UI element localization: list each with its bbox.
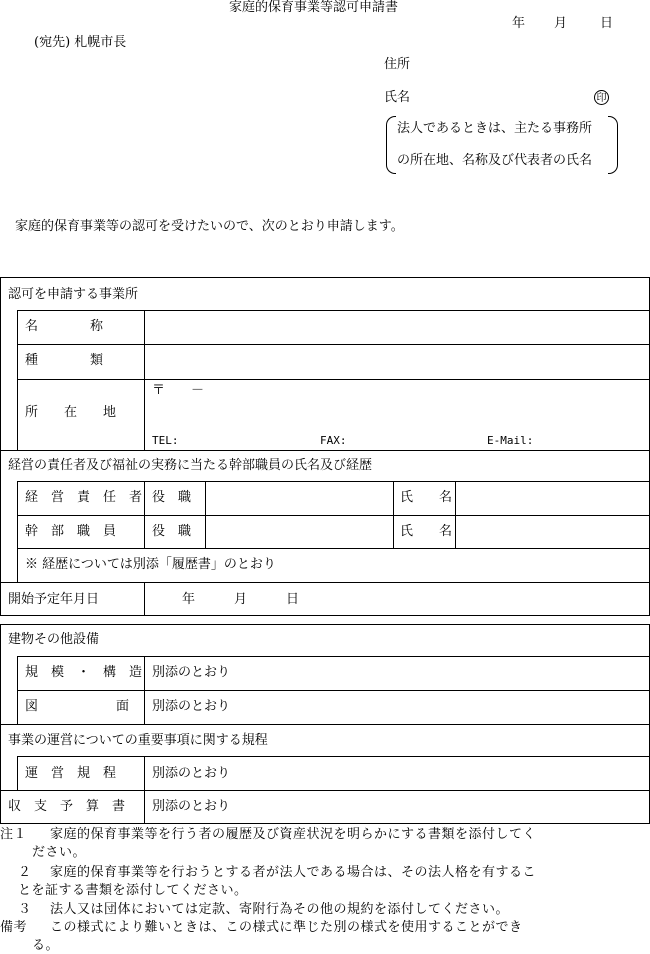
date-year: 年 [512,16,526,31]
manager-position-field[interactable] [210,484,390,512]
start-date-label: 開始予定年月日 [8,592,100,607]
facility-section-heading: 認可を申請する事業所 [8,287,139,302]
note-2-text-cont: とを証する書類を添付してください。 [18,883,248,898]
postal-code-field[interactable]: 〒 － [152,383,205,398]
left-bracket [386,116,396,174]
note-3-number: ３ [18,902,32,917]
note-3-text: 法人又は団体においては定款、寄附行為その他の規約を添付してください。 [50,902,510,917]
drawing-label: 図 面 [25,699,130,714]
applicant-name-label: 氏名 [384,90,411,105]
facility-type-label: 種 類 [25,353,104,368]
fax-label: FAX: [320,434,347,447]
form-title: 家庭的保育事業等認可申請書 [229,0,399,15]
corp-note-line-1: 法人であるときは、主たる事務所 [397,121,593,136]
start-date-field[interactable]: 年 月 日 [182,592,300,607]
note-2-text: 家庭的保育事業等を行おうとする者が法人である場合は、その法人格を有するこ [50,865,537,880]
remark-text: この様式により難いときは、この様式に準じた別の様式を使用することができ [50,920,523,935]
remark-label: 備考 [0,920,28,935]
drawing-value: 別添のとおり [152,699,231,714]
facility-type-field[interactable] [152,346,646,376]
budget-label: 収 支 予 算 書 [8,799,126,814]
staff-section-heading: 経営の責任者及び福祉の実務に当たる幹部職員の氏名及び経歴 [8,458,373,473]
executive-name-label: 氏 名 [400,524,453,539]
corp-note-line-2: の所在地、名称及び代表者の氏名 [397,153,593,168]
building-section-heading: 建物その他設備 [8,632,100,647]
facility-name-field[interactable] [152,312,646,342]
career-note: ※ 経歴については別添「履歴書」のとおり [25,557,276,572]
right-bracket [608,116,618,174]
tel-label: TEL: [152,434,179,447]
rules-section-heading: 事業の運営についての重要事項に関する規程 [8,733,268,748]
manager-label: 経 営 責 任 者 [25,490,143,505]
scale-structure-value: 別添のとおり [152,665,231,680]
note-1-number: 注１ [0,827,28,842]
note-1-text: 家庭的保育事業等を行う者の履歴及び資産状況を明らかにする書類を添付してく [50,827,537,842]
scale-structure-label: 規 模 ・ 構 造 [25,665,143,680]
budget-value: 別添のとおり [152,799,231,814]
date-day: 日 [600,16,614,31]
date-month: 月 [554,16,568,31]
executive-position-field[interactable] [210,518,390,546]
executive-name-field[interactable] [460,518,646,546]
executive-position-label: 役 職 [152,524,192,539]
facility-location-label: 所 在 地 [25,405,117,420]
operating-rules-value: 別添のとおり [152,766,231,781]
addressee: (宛先) 札幌市長 [34,35,127,50]
seal-mark: 印 [594,90,609,105]
facility-name-label: 名 称 [25,319,104,334]
manager-name-field[interactable] [460,484,646,512]
note-2-number: ２ [18,865,32,880]
email-label: E-Mail: [487,434,534,447]
address-label: 住所 [384,57,411,72]
intro-text: 家庭的保育事業等の認可を受けたいので、次のとおり申請します。 [15,219,404,234]
manager-position-label: 役 職 [152,490,192,505]
note-1-text-cont: ださい。 [32,845,87,860]
operating-rules-label: 運 営 規 程 [25,766,117,781]
remark-text-cont: る。 [32,938,60,953]
manager-name-label: 氏 名 [400,490,453,505]
executive-label: 幹 部 職 員 [25,524,117,539]
